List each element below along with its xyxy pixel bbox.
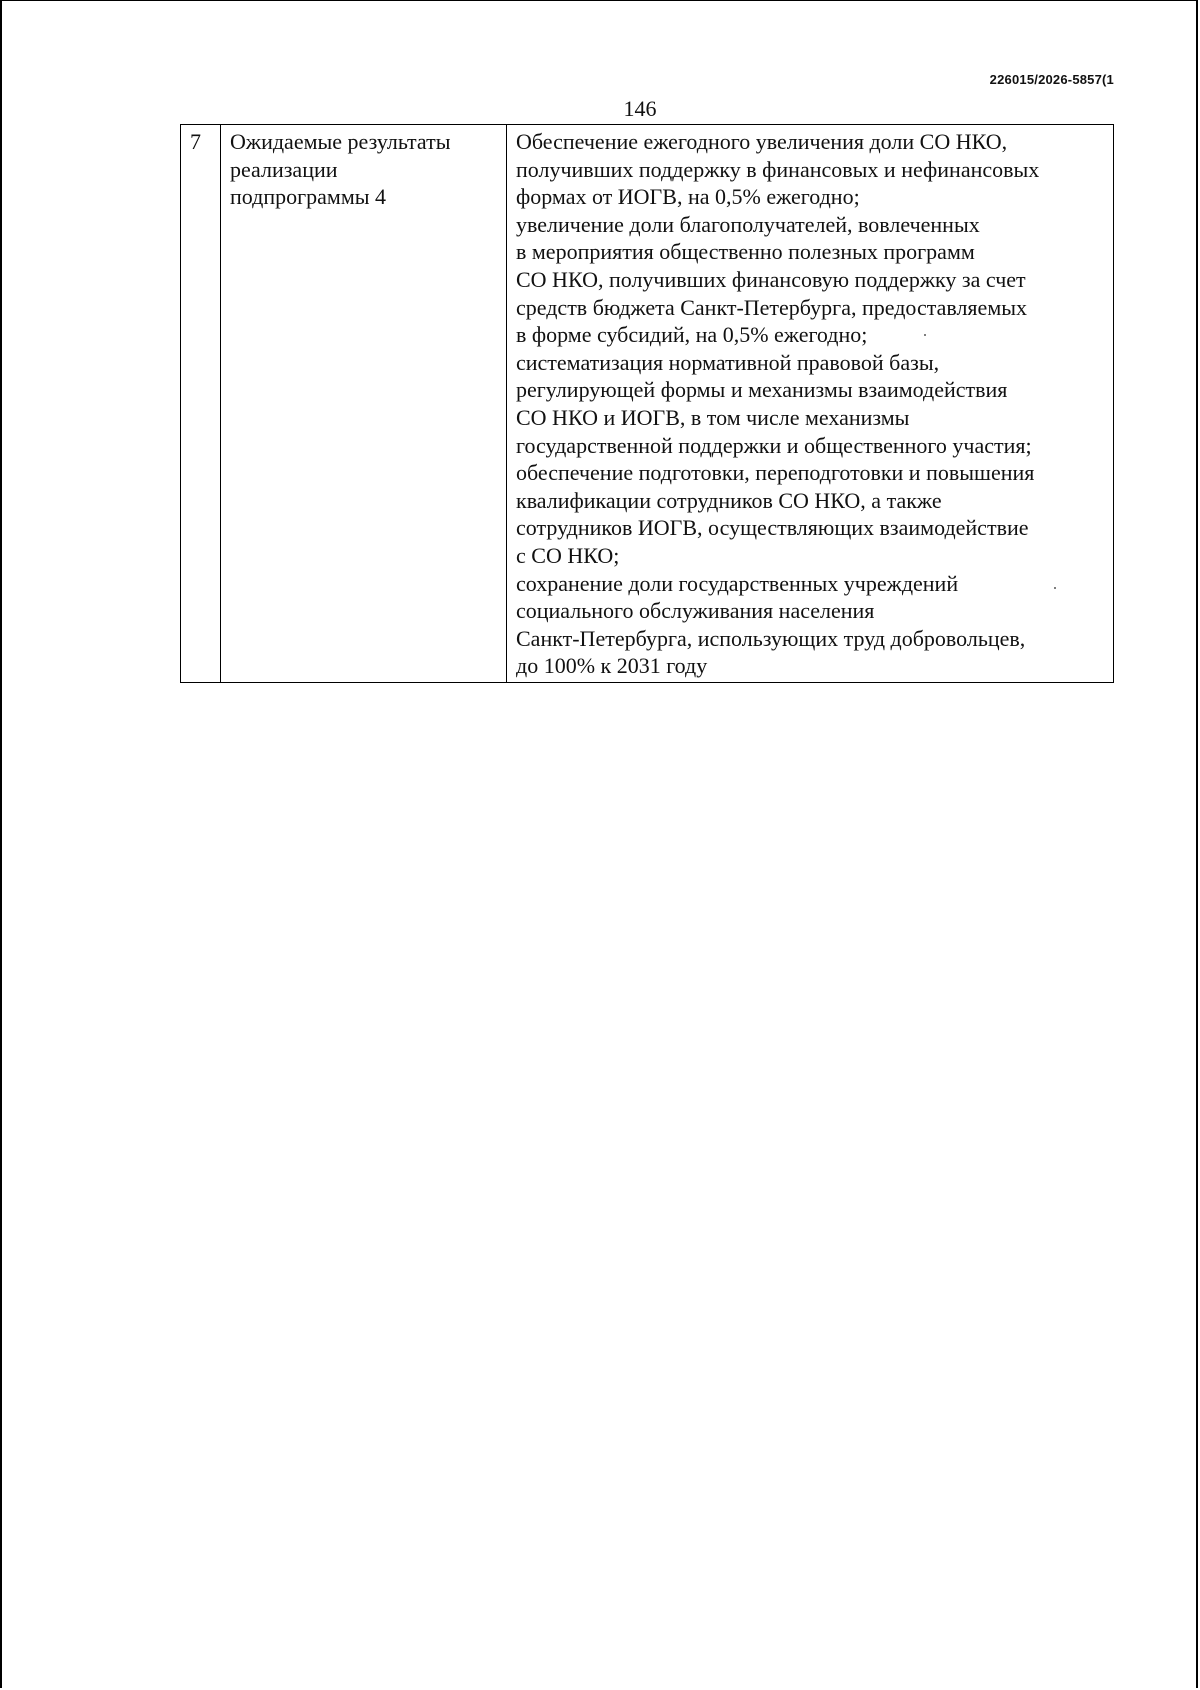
scan-speck (1054, 587, 1056, 589)
description-line: сохранение доли государственных учреждений (516, 570, 959, 596)
row-description-cell (507, 125, 1114, 683)
description-line: СО НКО и ИОГВ, в том числе механизмы (516, 404, 910, 430)
row-name-cell (221, 125, 507, 683)
description-line: до 100% к 2031 году (516, 653, 708, 679)
row-name-line: Ожидаемые результаты (230, 129, 451, 154)
description-line: Санкт-Петербурга, использующих труд добровольцев, (516, 625, 1026, 651)
row-number-cell (181, 125, 221, 683)
scan-speck (924, 334, 926, 336)
description-line: сотрудников ИОГВ, осуществляющих взаимодействие (516, 515, 1029, 541)
results-table (180, 124, 1114, 683)
description-line: с СО НКО; (516, 542, 620, 568)
row-name-line: реализации (230, 156, 338, 182)
description-line: формах от ИОГВ, на 0,5% ежегодно; (516, 184, 860, 210)
description-line: средств бюджета Санкт-Петербурга, предоставляемых (516, 294, 1028, 320)
description-line: Обеспечение ежегодного увеличения доли СО НКО, (516, 129, 1008, 154)
description-line: СО НКО, получивших финансовую поддержку за счет (516, 266, 1026, 292)
description-line: в форме субсидий, на 0,5% ежегодно; (516, 322, 868, 348)
description-line: социального обслуживания населения (516, 598, 875, 624)
description-line: увеличение доли благополучателей, вовлеченных (516, 211, 980, 237)
description-line: регулирующей формы и механизмы взаимодействия (516, 377, 1008, 403)
row-name-line: подпрограммы 4 (230, 184, 387, 210)
table-row (181, 125, 1114, 683)
description-line: обеспечение подготовки, переподготовки и повышения (516, 460, 1035, 486)
description-line: квалификации сотрудников СО НКО, а также (516, 487, 942, 513)
document-id: 226015/2026-5857(1 (989, 72, 1114, 87)
description-line: государственной поддержки и общественного участия; (516, 432, 1032, 458)
description-line: систематизация нормативной правовой базы, (516, 349, 940, 375)
description-line: в мероприятия общественно полезных программ (516, 239, 975, 265)
row-number: 7 (190, 129, 201, 154)
page-number: 146 (623, 96, 657, 121)
description-line: получивших поддержку в финансовых и нефинансовых (516, 156, 1040, 182)
